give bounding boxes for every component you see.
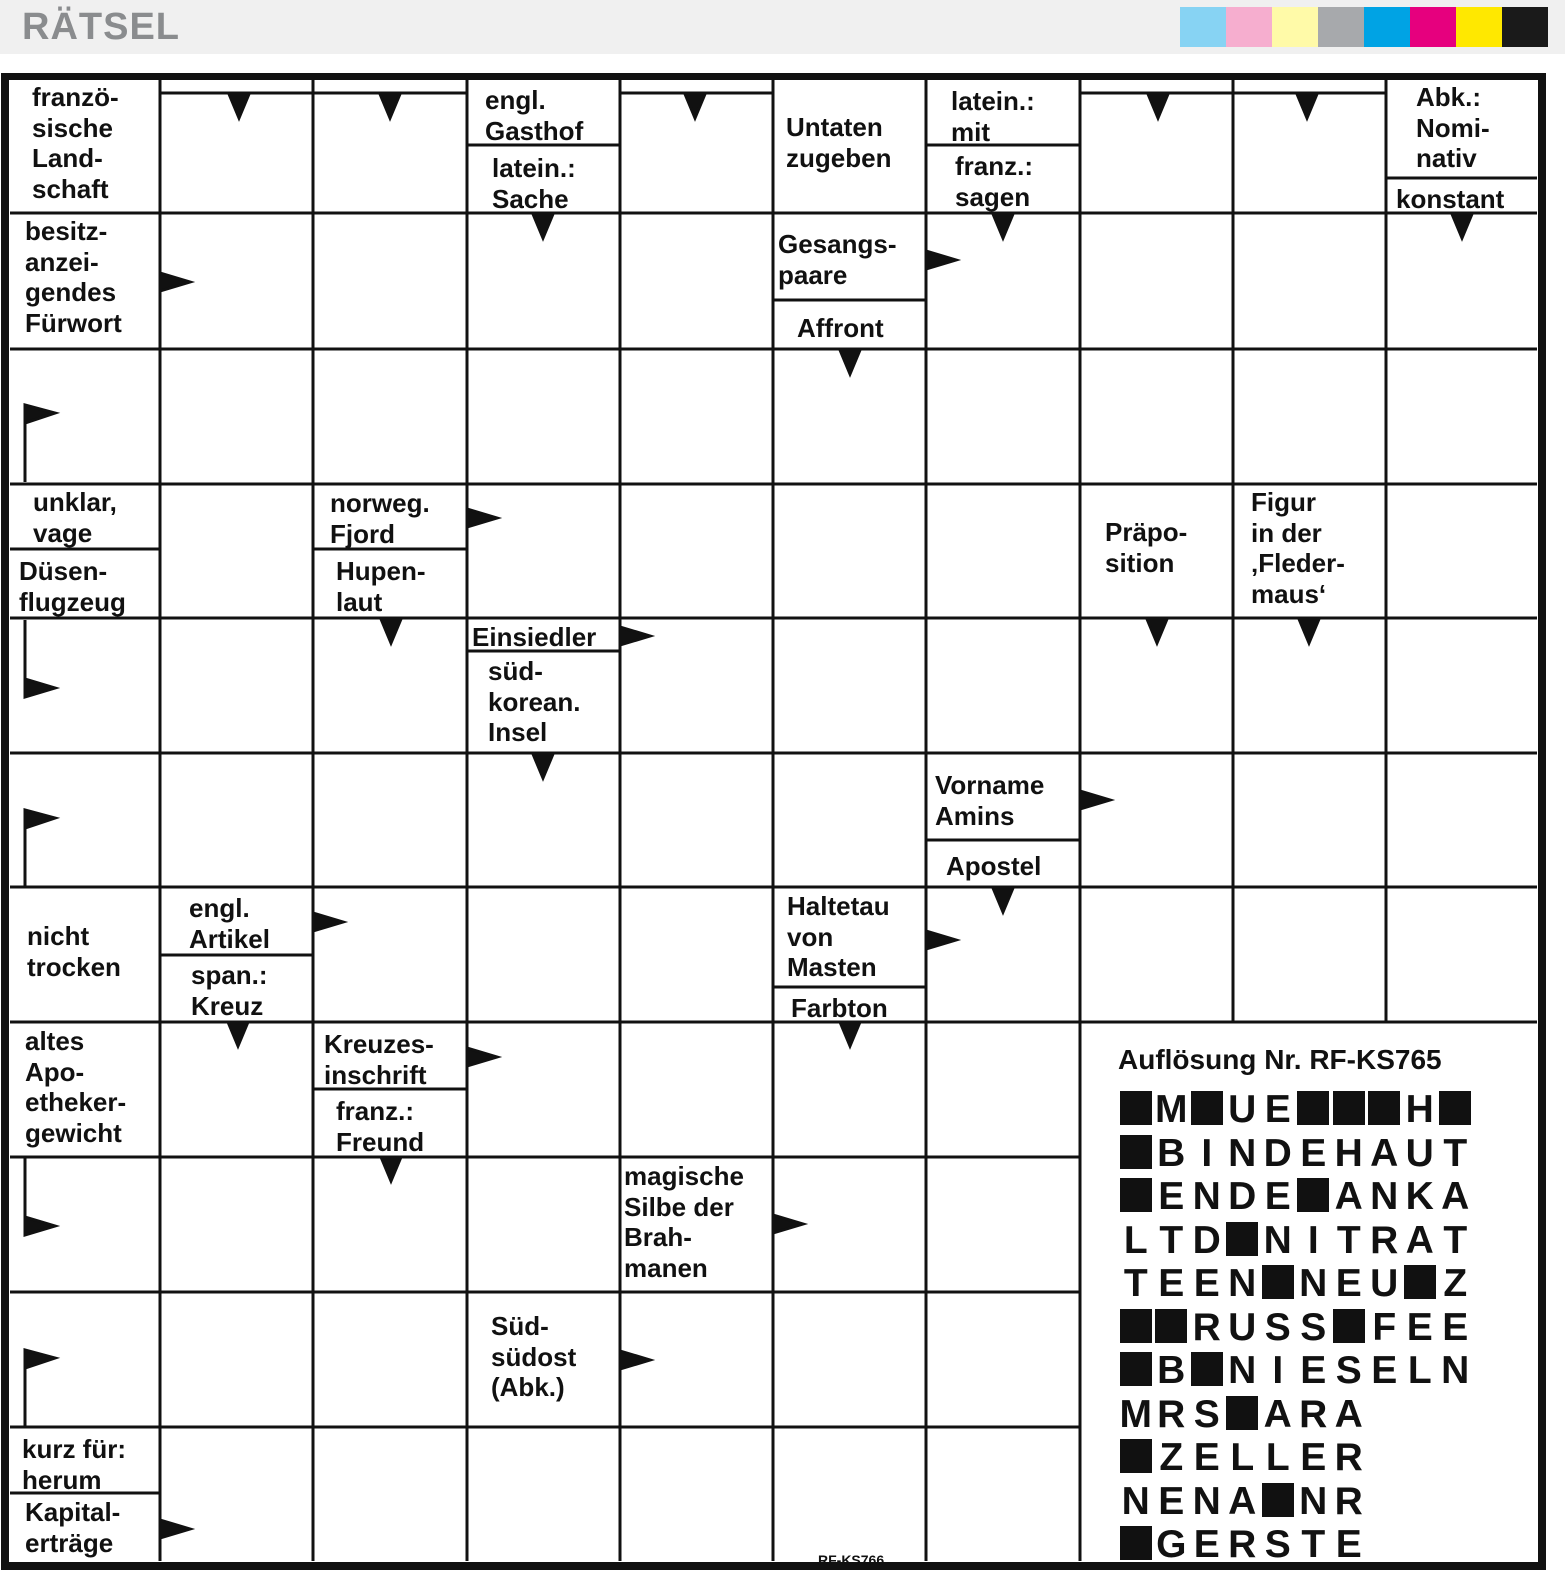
clue-text: Hupen- laut (336, 556, 426, 617)
color-swatches (1180, 7, 1548, 47)
solution-letter: A (1263, 1392, 1292, 1436)
solution-block (1154, 1306, 1190, 1350)
solution-letter: S (1193, 1392, 1220, 1436)
color-swatch (1180, 7, 1226, 47)
solution-letter: E (1442, 1305, 1469, 1349)
clue-arrow (25, 810, 55, 828)
clue-text: Abk.: Nomi- nativ (1416, 82, 1490, 174)
solution-letter: A (1334, 1392, 1363, 1436)
clue-text: Süd- südost (Abk.) (491, 1311, 577, 1403)
solution-letter: E (1158, 1479, 1185, 1523)
clue-text: Präpo- sition (1105, 517, 1188, 578)
clue-text: Gesangs- paare (778, 229, 897, 290)
clue-text: latein.: mit (951, 86, 1035, 147)
clue-text: Kapital- erträge (25, 1497, 121, 1558)
solution-row (1118, 1306, 1473, 1350)
solution-letter: I (1307, 1218, 1319, 1262)
clue-arrow (620, 1351, 650, 1369)
solution-letter: A (1334, 1175, 1363, 1218)
solution-row (1118, 1262, 1473, 1306)
clue-arrow (620, 627, 650, 645)
clue-text: Kreuzes- inschrift (324, 1029, 434, 1090)
solution-block (1438, 1088, 1474, 1132)
solution-letter: T (1443, 1131, 1468, 1175)
solution-letter: E (1300, 1131, 1327, 1175)
clue-text: engl. Gasthof (485, 85, 584, 146)
solution-letter: R (1334, 1479, 1363, 1523)
clue-text: Affront (797, 313, 884, 343)
solution-block (1118, 1175, 1154, 1219)
solution-letter: F (1372, 1305, 1397, 1349)
solution-letter: D (1263, 1131, 1292, 1175)
solution-block (1260, 1262, 1296, 1306)
solution-letter: L (1230, 1436, 1255, 1479)
solution-block (1118, 1132, 1154, 1176)
clue-arrow (1297, 94, 1317, 118)
solution-letter: A (1441, 1175, 1470, 1218)
solution-letter: N (1263, 1218, 1292, 1262)
puzzle-code: RF-KS766 (818, 1552, 885, 1568)
clue-text: besitz- anzei- gendes Fürwort (25, 216, 122, 339)
clue-text: Einsiedler (472, 622, 597, 652)
solution-letter: N (1299, 1479, 1328, 1523)
solution-letter: L (1407, 1349, 1432, 1392)
clue-arrow (25, 1350, 55, 1368)
clue-arrow (926, 931, 956, 949)
solution-letter: M (1155, 1088, 1188, 1131)
clue-text: franz.: Freund (336, 1096, 425, 1157)
solution-letter: E (1158, 1175, 1185, 1218)
clue-text: engl. Artikel (189, 893, 270, 954)
solution-letter: R (1334, 1436, 1363, 1479)
solution-letter: R (1157, 1392, 1186, 1436)
solution-block (1260, 1480, 1296, 1524)
clue-arrow (993, 214, 1013, 238)
solution-letter: N (1228, 1131, 1257, 1175)
solution-letter: N (1192, 1175, 1221, 1218)
solution-row (1118, 1393, 1473, 1437)
solution-row (1118, 1349, 1473, 1393)
color-swatch (1272, 7, 1318, 47)
clue-arrow (1147, 619, 1167, 643)
solution-letter: N (1299, 1262, 1328, 1305)
solution-letter: N (1192, 1479, 1221, 1523)
color-swatch (1456, 7, 1502, 47)
solution-letter: L (1265, 1436, 1290, 1479)
solution-letter: A (1405, 1218, 1434, 1262)
solution-block (1225, 1219, 1261, 1263)
solution-letter: D (1192, 1218, 1221, 1262)
page-title: RÄTSEL (22, 6, 180, 48)
solution-letter: S (1264, 1305, 1291, 1349)
color-swatch (1318, 7, 1364, 47)
clue-arrow (313, 913, 343, 931)
color-swatch (1502, 7, 1548, 47)
color-swatch (1364, 7, 1410, 47)
solution-letter: A (1370, 1131, 1399, 1175)
solution-letter: E (1406, 1305, 1433, 1349)
clue-text: konstant (1396, 184, 1505, 214)
solution-letter: Z (1159, 1436, 1184, 1479)
solution-letter: S (1300, 1305, 1327, 1349)
solution-letter: T (1336, 1218, 1361, 1262)
clue-text: altes Apo- etheker- gewicht (25, 1026, 127, 1149)
clue-arrow (993, 888, 1013, 912)
solution-row (1118, 1436, 1473, 1480)
clue-arrow (380, 94, 400, 118)
clue-text: unklar, vage (33, 487, 117, 548)
clue-arrow (467, 509, 497, 527)
clue-text: kurz für: herum (22, 1434, 126, 1495)
solution-block (1118, 1088, 1154, 1132)
solution-row (1118, 1523, 1473, 1567)
solution-letter: U (1405, 1131, 1434, 1175)
solution-block (1296, 1175, 1332, 1219)
clue-arrow (773, 1215, 803, 1233)
solution-letter: T (1443, 1218, 1468, 1262)
clue-arrow (228, 1022, 248, 1046)
solution-letter: E (1264, 1088, 1291, 1131)
solution-row (1118, 1132, 1473, 1176)
clue-arrow (160, 273, 190, 291)
clue-arrow (1080, 791, 1110, 809)
solution-letter: B (1157, 1131, 1186, 1175)
clue-arrow (25, 1217, 55, 1235)
solution-block (1402, 1262, 1438, 1306)
solution-letter: E (1335, 1523, 1362, 1566)
color-swatch (1410, 7, 1456, 47)
solution-letter: S (1264, 1523, 1291, 1566)
solution-letter: G (1156, 1523, 1187, 1566)
clue-text: Farbton (791, 993, 888, 1023)
solution-letter: R (1299, 1392, 1328, 1436)
solution-letter: Z (1443, 1262, 1468, 1305)
clue-arrow (840, 350, 860, 374)
solution-block (1118, 1523, 1154, 1567)
solution-letter: A (1228, 1479, 1257, 1523)
clue-arrow (533, 214, 553, 238)
solution-letter: U (1228, 1088, 1257, 1131)
clue-text: franz.: sagen (955, 151, 1033, 212)
solution-block (1367, 1088, 1403, 1132)
solution-block (1189, 1088, 1225, 1132)
solution-letter: M (1119, 1392, 1152, 1436)
solution-title: Auflösung Nr. RF-KS765 (1118, 1044, 1442, 1075)
solution-letter: E (1193, 1523, 1220, 1566)
solution-block (1189, 1349, 1225, 1393)
clue-text: franzö- sische Land- schaft (32, 82, 119, 205)
solution-letter: D (1228, 1175, 1257, 1218)
solution-letter: E (1300, 1349, 1327, 1392)
clue-text: Apostel (946, 851, 1042, 881)
clue-text: Untaten zugeben (786, 112, 892, 173)
clue-arrow (467, 1048, 497, 1066)
clue-arrow (926, 251, 956, 269)
clue-text: Düsen- flugzeug (19, 556, 126, 617)
clue-arrow (1148, 94, 1168, 118)
solution-letter: E (1371, 1349, 1398, 1392)
solution-letter: I (1272, 1349, 1284, 1392)
clue-arrow (25, 405, 55, 423)
solution-letter: S (1335, 1349, 1362, 1392)
solution-block (1331, 1088, 1367, 1132)
solution-block (1296, 1088, 1332, 1132)
header-bar (0, 0, 1565, 54)
solution-letter: E (1193, 1262, 1220, 1305)
clue-arrow (533, 754, 553, 778)
solution-letter: L (1123, 1218, 1148, 1262)
solution-letter: N (1121, 1479, 1150, 1523)
solution-block (1225, 1393, 1261, 1437)
solution-letter: N (1441, 1349, 1470, 1392)
clue-arrow (1452, 214, 1472, 238)
clue-text: nicht trocken (27, 921, 121, 982)
clue-arrow (160, 1520, 190, 1538)
solution-letter: U (1370, 1262, 1399, 1305)
solution-letter: E (1264, 1175, 1291, 1218)
solution-block (1118, 1436, 1154, 1480)
clue-arrow (381, 619, 401, 643)
solution-letter: H (1405, 1088, 1434, 1131)
solution-letter: E (1335, 1262, 1362, 1305)
solution-letter: N (1228, 1262, 1257, 1305)
solution-letter: T (1301, 1523, 1326, 1566)
clue-arrow (840, 1022, 860, 1046)
solution-letter: N (1228, 1349, 1257, 1392)
solution-letter: N (1370, 1175, 1399, 1218)
solution-row (1118, 1088, 1473, 1132)
clue-text: Figur in der ‚Fleder- maus‘ (1251, 487, 1345, 610)
solution-letter: T (1123, 1262, 1148, 1305)
clue-text: magische Silbe der Brah- manen (624, 1161, 744, 1284)
solution-letter: I (1201, 1131, 1213, 1175)
solution-row (1118, 1480, 1473, 1524)
clue-text: Vorname Amins (935, 770, 1045, 831)
solution-letter: H (1334, 1131, 1363, 1175)
solution-letter: R (1192, 1305, 1221, 1349)
solution-letter: K (1405, 1175, 1434, 1218)
solution-letter: B (1157, 1349, 1186, 1392)
color-swatch (1226, 7, 1272, 47)
solution-letter: E (1300, 1436, 1327, 1479)
solution-block (1118, 1349, 1154, 1393)
solution-grid (1118, 1088, 1473, 1567)
clue-arrow (229, 94, 249, 118)
solution-letter: E (1158, 1262, 1185, 1305)
clue-arrow (25, 679, 55, 697)
clue-text: latein.: Sache (492, 153, 576, 214)
solution-block (1331, 1306, 1367, 1350)
solution-row (1118, 1219, 1473, 1263)
clue-text: süd- korean. Insel (488, 656, 581, 748)
clue-arrow (1299, 619, 1319, 643)
solution-letter: E (1193, 1436, 1220, 1479)
solution-letter: T (1159, 1218, 1184, 1262)
solution-letter: R (1370, 1218, 1399, 1262)
clue-text: Haltetau von Masten (787, 891, 890, 983)
solution-letter: U (1228, 1305, 1257, 1349)
clue-arrow (381, 1157, 401, 1181)
clue-text: norweg. Fjord (330, 488, 430, 549)
clue-arrow (685, 94, 705, 118)
solution-letter: R (1228, 1523, 1257, 1566)
solution-block (1118, 1306, 1154, 1350)
clue-text: span.: Kreuz (191, 960, 268, 1021)
solution-row (1118, 1175, 1473, 1219)
